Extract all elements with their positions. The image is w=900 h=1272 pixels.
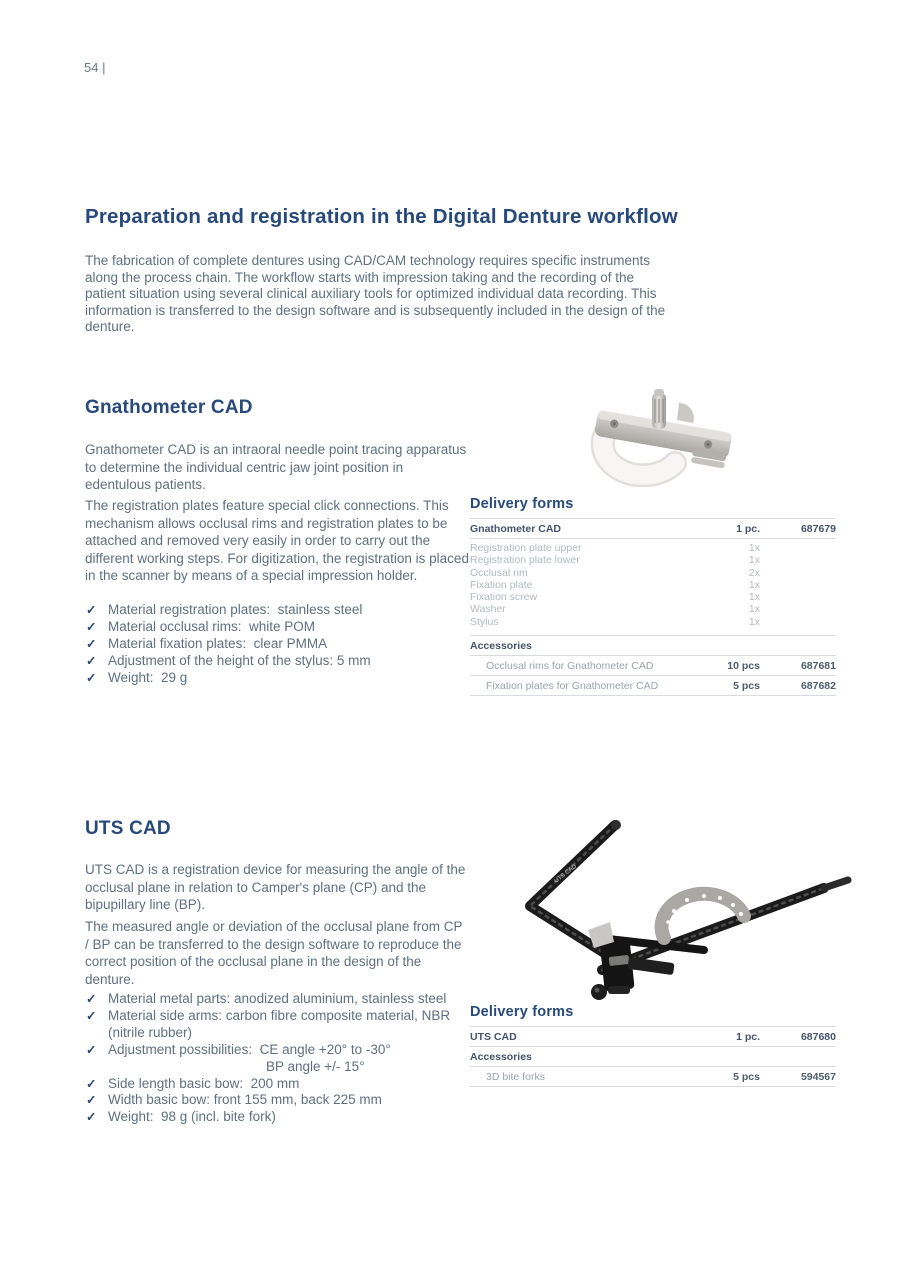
spec-list-item (85, 670, 477, 687)
checkmark-icon: ✓ (86, 653, 97, 668)
page-number: 54 | (84, 60, 106, 75)
checkmark-icon: ✓ (86, 992, 97, 1006)
page-title: Preparation and registration in the Digital Denture workflow (85, 205, 678, 228)
product-code: 687679 (800, 522, 836, 535)
checkmark-icon: ✓ (86, 636, 97, 651)
checkmark-icon: ✓ (86, 1042, 97, 1057)
checkmark-icon: ✓ (86, 1110, 97, 1125)
spec-text: Adjustment of the height of the stylus: 5 mm (108, 652, 371, 668)
component-list (470, 539, 836, 636)
delivery-forms-heading: Delivery forms (470, 496, 574, 512)
uts-arm-print-label: UTS CAD (553, 863, 578, 885)
gnathometer-delivery-table (470, 496, 836, 696)
accessories-list (470, 1067, 836, 1087)
gnathometer-paragraph-1: Gnathometer CAD is an intraoral needle point tracing apparatus to determine the individual centric jaw joint position in edentulous patients. (85, 442, 467, 493)
component-name: Washer (470, 603, 506, 616)
accessory-name: Occlusal rims for Gnathometer CAD (486, 659, 654, 672)
component-name: Registration plate upper (470, 542, 582, 554)
spec-text: Side length basic bow: 200 mm (108, 1075, 300, 1091)
spec-text-line2: BP angle +/- 15° (266, 1058, 365, 1074)
accessory-code: 687682 (800, 679, 836, 692)
spec-text: Width basic bow: front 155 mm, back 225 mm (108, 1092, 382, 1108)
component-row (470, 591, 836, 603)
spec-text: Weight: 98 g (incl. bite fork) (108, 1109, 276, 1125)
spec-list-item (85, 1109, 477, 1126)
product-qty: 1 pc. (736, 522, 760, 535)
accessories-heading: Accessories (470, 636, 836, 656)
component-row (470, 603, 836, 615)
component-name: Fixation plate (470, 578, 533, 591)
product-name: UTS CAD (470, 1030, 517, 1043)
spec-text: Material fixation plates: clear PMMA (108, 635, 328, 651)
spec-list-item (85, 1042, 477, 1076)
spec-list-item (85, 1008, 477, 1042)
component-row (470, 579, 836, 591)
accessory-qty: 10 pcs (727, 659, 760, 672)
component-qty: 1x (748, 603, 760, 616)
gnathometer-spec-list (85, 602, 477, 687)
accessory-row (470, 656, 836, 676)
section-title-uts: UTS CAD (85, 818, 171, 839)
delivery-main-row (470, 1026, 836, 1047)
accessory-name: Fixation plates for Gnathometer CAD (486, 679, 659, 692)
uts-cad-photo (452, 810, 877, 1005)
accessory-code: 594567 (800, 1070, 836, 1083)
intro-paragraph: The fabrication of complete dentures using CAD/CAM technology requires specific instruments along the process chain. The workflow starts with impression taking and the recording of the patient situation using several clinical auxiliary tools for optimized individual data recording. This information is transferred to the design software and is subsequently included in the design of the denture. (85, 253, 666, 335)
component-name: Fixation screw (470, 591, 538, 604)
section-title-gnathometer: Gnathometer CAD (85, 397, 253, 418)
component-qty: 1x (748, 554, 760, 567)
product-qty: 1 pc. (736, 1030, 760, 1043)
component-qty: 2x (748, 566, 760, 579)
component-qty: 1x (748, 578, 760, 591)
accessories-heading: Accessories (470, 1047, 836, 1067)
spec-text: Adjustment possibilities: CE angle +20° to -30° (108, 1041, 391, 1057)
checkmark-icon: ✓ (86, 603, 97, 617)
spec-text: Material occlusal rims: white POM (108, 618, 316, 634)
gnathometer-device-illustration (575, 381, 747, 487)
spec-list-item (85, 636, 477, 653)
component-name: Occlusal rim (470, 566, 528, 579)
accessory-row (470, 676, 836, 696)
spec-text: Material side arms: carbon fibre composite material, NBR (nitrile rubber) (108, 1007, 454, 1040)
spec-text: Weight: 29 g (108, 669, 188, 685)
checkmark-icon: ✓ (86, 1076, 97, 1091)
uts-paragraph-1: UTS CAD is a registration device for measuring the angle of the occlusal plane in relation to Camper's plane (CP) and the bipupillary line (BP). (85, 862, 466, 913)
component-name: Registration plate lower (470, 554, 580, 567)
accessory-row (470, 1067, 836, 1087)
accessory-name: 3D bite forks (486, 1070, 545, 1083)
spec-list-item (85, 653, 477, 670)
component-qty: 1x (748, 591, 760, 604)
delivery-forms-heading: Delivery forms (470, 1004, 574, 1020)
component-row (470, 542, 836, 554)
uts-spec-list (85, 991, 477, 1126)
spec-text: Material metal parts: anodized aluminium, stainless steel (108, 991, 447, 1006)
component-qty: 1x (748, 542, 760, 554)
delivery-main-row (470, 518, 836, 539)
checkmark-icon: ✓ (86, 1093, 97, 1108)
gnathometer-paragraph-2: The registration plates feature special click connections. This mechanism allows occlusal rims and registration plates to be attached and removed very easily in order to carry out the different working steps. For digitization, the registration is placed in the scanner by means of a special impression holder. (85, 498, 469, 584)
product-code: 687680 (800, 1030, 836, 1043)
spec-list-item (85, 1076, 477, 1093)
accessory-qty: 5 pcs (733, 1070, 760, 1083)
checkmark-icon: ✓ (86, 619, 97, 634)
accessory-qty: 5 pcs (733, 679, 760, 692)
spec-list-item (85, 991, 477, 1008)
spec-list-item (85, 602, 477, 619)
uts-paragraph-2: The measured angle or deviation of the occlusal plane from CP / BP can be transferred to the design software to reproduce the correct position of the occlusal plane in the design of the denture. (85, 919, 463, 987)
uts-delivery-table (470, 1004, 836, 1087)
accessory-code: 687681 (800, 659, 836, 672)
product-name: Gnathometer CAD (470, 522, 562, 535)
uts-device-illustration (452, 810, 877, 1005)
accessories-list (470, 656, 836, 696)
component-row (470, 616, 836, 628)
spec-list-item (85, 1092, 477, 1109)
component-row (470, 554, 836, 566)
checkmark-icon: ✓ (86, 670, 97, 685)
spec-list-item (85, 619, 477, 636)
spec-text: Material registration plates: stainless steel (108, 602, 363, 617)
checkmark-icon: ✓ (86, 1008, 97, 1023)
component-qty: 1x (748, 615, 760, 628)
component-row (470, 567, 836, 579)
component-name: Stylus (470, 615, 499, 628)
gnathometer-cad-photo (575, 381, 747, 487)
